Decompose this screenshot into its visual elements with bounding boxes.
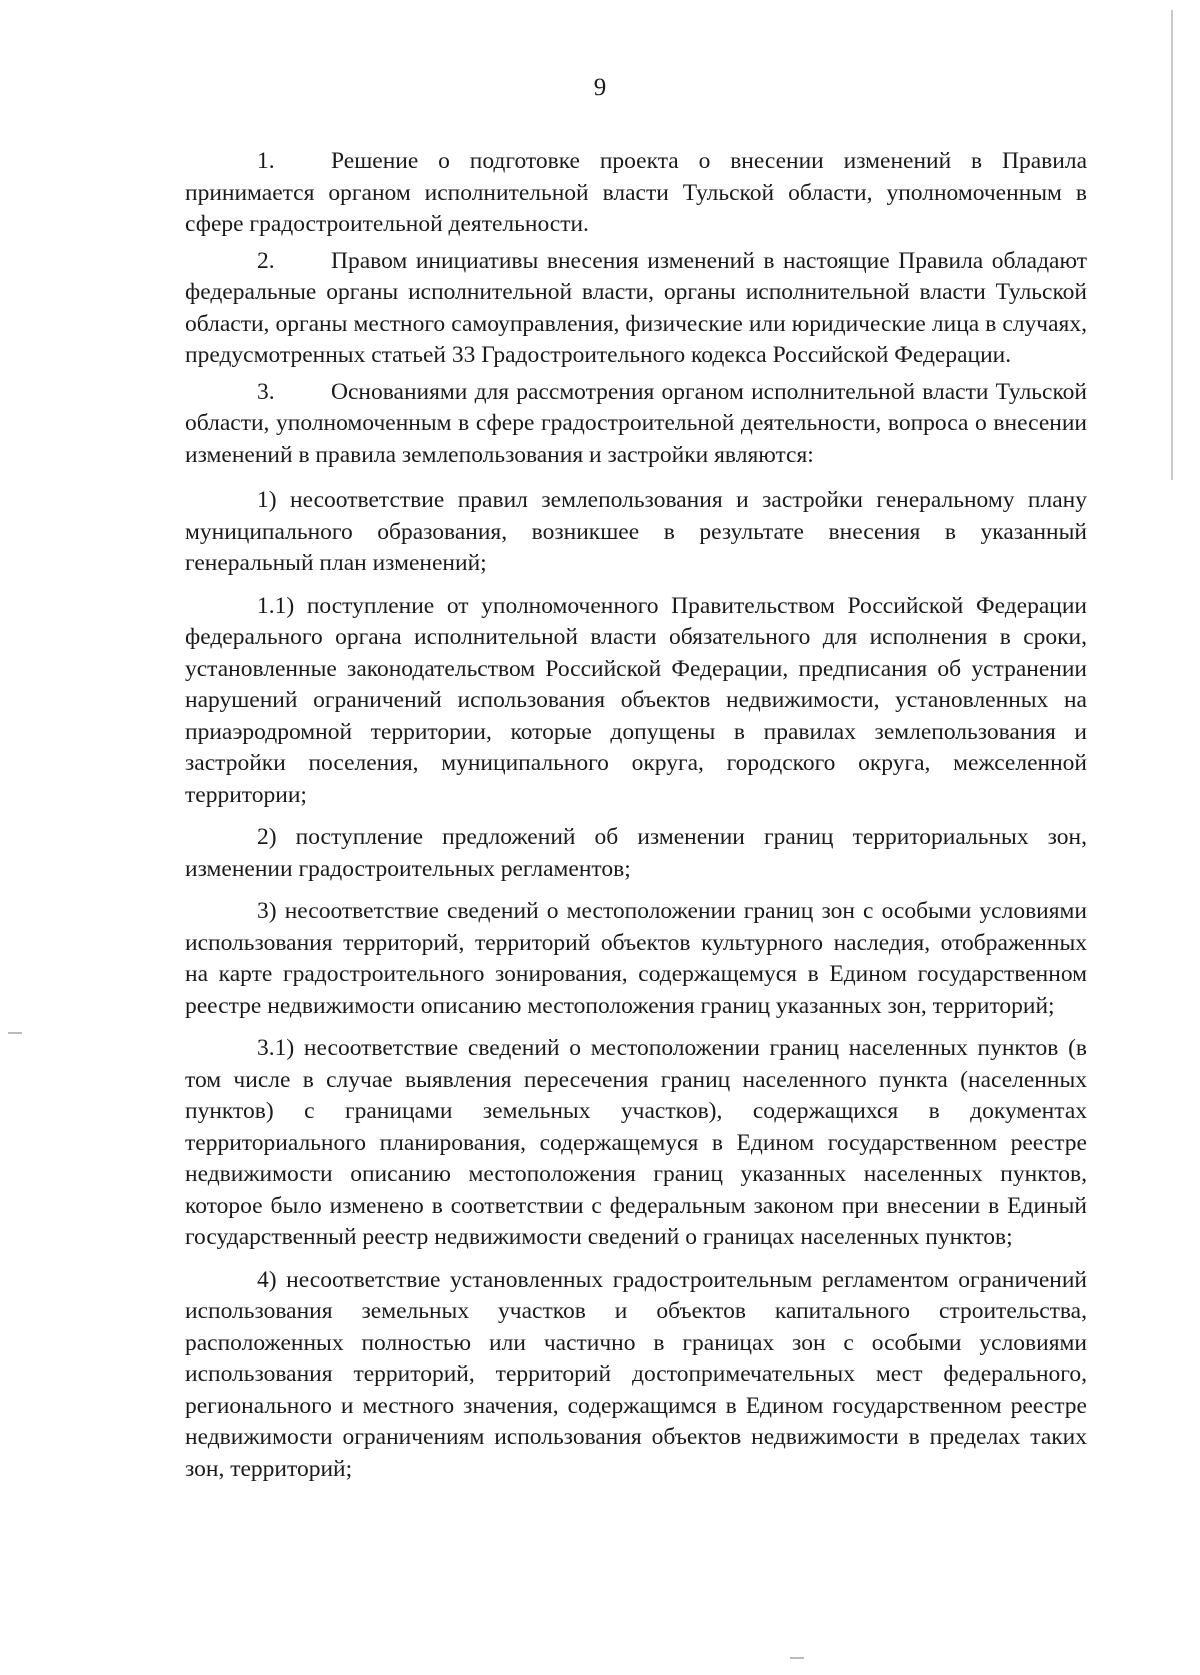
paragraph-text: Решение о подготовке проекта о внесении изменений в Правила принимается органом исполнительной власти Тульской области, уполномоченным в сфере градостроительной деятельности.	[185, 148, 1087, 237]
paragraph-number: 1.	[257, 148, 275, 174]
scan-mark	[8, 1032, 22, 1034]
document-body	[185, 146, 1087, 1496]
scan-mark	[790, 1657, 804, 1659]
list-item: 3) несоответствие сведений о местоположении границ зон с особыми условиями использования территорий, территорий объектов культурного наследия, отображенных на карте градостроительного зонирования, содержащемуся в Едином государственном реестре недвижимости описанию местоположения границ указанных зон, территорий;	[185, 898, 1087, 1019]
list-item: 1.1) поступление от уполномоченного Правительством Российской Федерации федерального органа исполнительной власти обязательного для исполнения в сроки, установленные законодательством Российской Федерации, предписания об устранении нарушений ограничений использования объектов недвижимости, установленных на приаэродромной территории, которые допущены в правилах землепользования и застройки поселения, муниципального округа, городского округа, межселенной территории;	[185, 592, 1087, 808]
paragraph-number: 3.	[257, 378, 275, 405]
list-item: 1) несоответствие правил землепользования и застройки генеральному плану муниципального образования, возникшее в результате внесения в указанный генеральный план изменений;	[185, 487, 1087, 576]
numbered-paragraph	[185, 377, 1087, 472]
list-item: 4) несоответствие установленных градостроительным регламентом ограничений использования земельных участков и объектов капитального строительства, расположенных полностью или частично в границах зон с особыми условиями использования территорий, территорий достопримечательных мест федерального, регионального и местного значения, содержащимся в Едином государственном реестре недвижимости ограничениям использования объектов недвижимости в пределах таких зон, территорий;	[185, 1266, 1087, 1482]
paragraph-text: Основаниями для рассмотрения органом исполнительной власти Тульской области, уполномоченным в сфере градостроительной деятельности, вопроса о внесении изменений в правила землепользования и застройки являются:	[185, 378, 1087, 468]
numbered-paragraph	[185, 146, 1087, 241]
paragraph-number: 2.	[257, 247, 275, 274]
paragraph-text: Правом инициативы внесения изменений в настоящие Правила обладают федеральные органы исполнительной власти, органы исполнительной власти Тульской области, органы местного самоуправления, физические или юридические лица в случаях, предусмотренных статьей 33 Градостроительного кодекса Российской Федерации.	[185, 247, 1087, 368]
list-item: 2) поступление предложений об изменении границ территориальных зон, изменении градостроительных регламентов;	[185, 824, 1087, 882]
list-item: 3.1) несоответствие сведений о местоположении границ населенных пунктов (в том числе в случае выявления пересечения границ населенного пункта (населенных пунктов) с границами земельных участков), содержащихся в документах территориального планирования, содержащемуся в Едином государственном реестре недвижимости описанию местоположения границ указанных населенных пунктов, которое было изменено в соответствии с федеральным законом при внесении в Единый государственный реестр недвижимости сведений о границах населенных пунктов;	[185, 1035, 1087, 1250]
page-number: 9	[593, 74, 607, 101]
numbered-paragraph	[185, 246, 1087, 372]
